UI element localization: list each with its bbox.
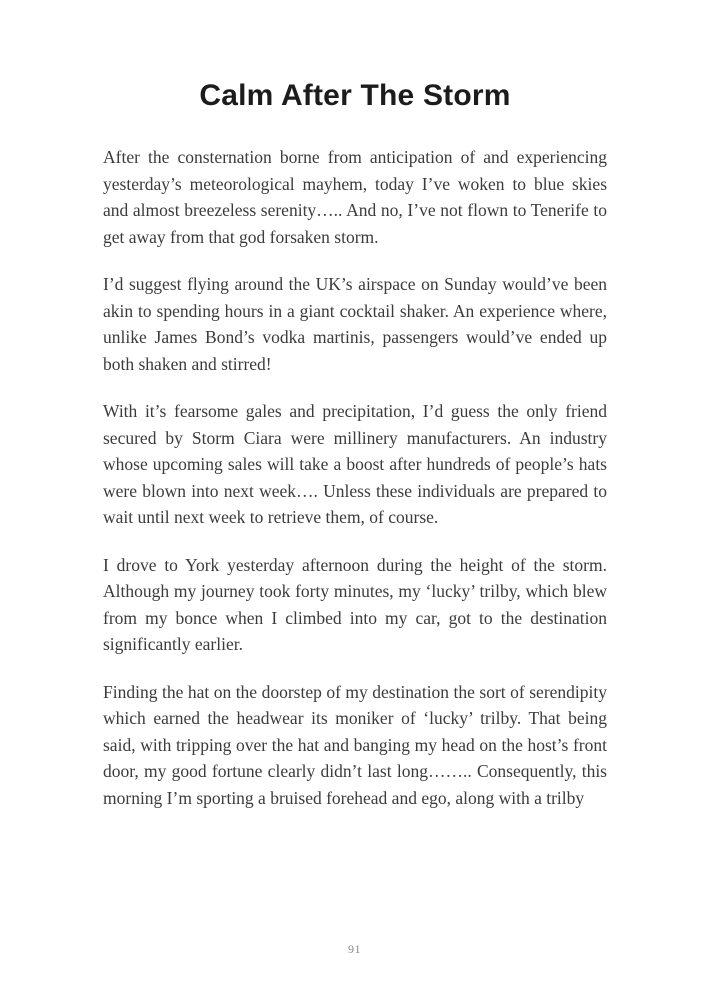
article-body xyxy=(103,144,607,811)
paragraph-1: After the consternation borne from anticipation of and experiencing yesterday’s meteorological mayhem, today I’ve woken to blue skies and almost breezeless serenity….. And no, I’ve not flown to Tenerife to get away from that god forsaken storm. xyxy=(103,147,607,247)
page-number: 91 xyxy=(348,942,361,956)
page-footer xyxy=(0,940,709,958)
paragraph-3: With it’s fearsome gales and precipitation, I’d guess the only friend secured by Storm Ciara were millinery manufacturers. An industry whose upcoming sales will take a boost after hundreds of people’s hats were blown into next week…. Unless these individuals are prepared to wait until next week to retrieve them, of course. xyxy=(103,401,607,527)
paragraph-2: I’d suggest flying around the UK’s airspace on Sunday would’ve been akin to spending hours in a giant cocktail shaker. An experience where, unlike James Bond’s vodka martinis, passengers would’ve ended up both shaken and stirred! xyxy=(103,274,607,374)
paragraph-5: Finding the hat on the doorstep of my destination the sort of serendipity which earned the headwear its moniker of ‘lucky’ trilby. That being said, with tripping over the hat and banging my head on the host’s front door, my good fortune clearly didn’t last long…….. Consequently, this morning I’m sporting a bruised forehead and ego, along with a trilby xyxy=(103,681,607,808)
article-content xyxy=(103,78,607,811)
paragraph-4: I drove to York yesterday afternoon during the height of the storm. Although my journey took forty minutes, my ‘lucky’ trilby, which blew from my bonce when I climbed into my car, got to the destination significantly earlier. xyxy=(103,554,607,654)
page-title: Calm After The Storm xyxy=(199,79,511,112)
